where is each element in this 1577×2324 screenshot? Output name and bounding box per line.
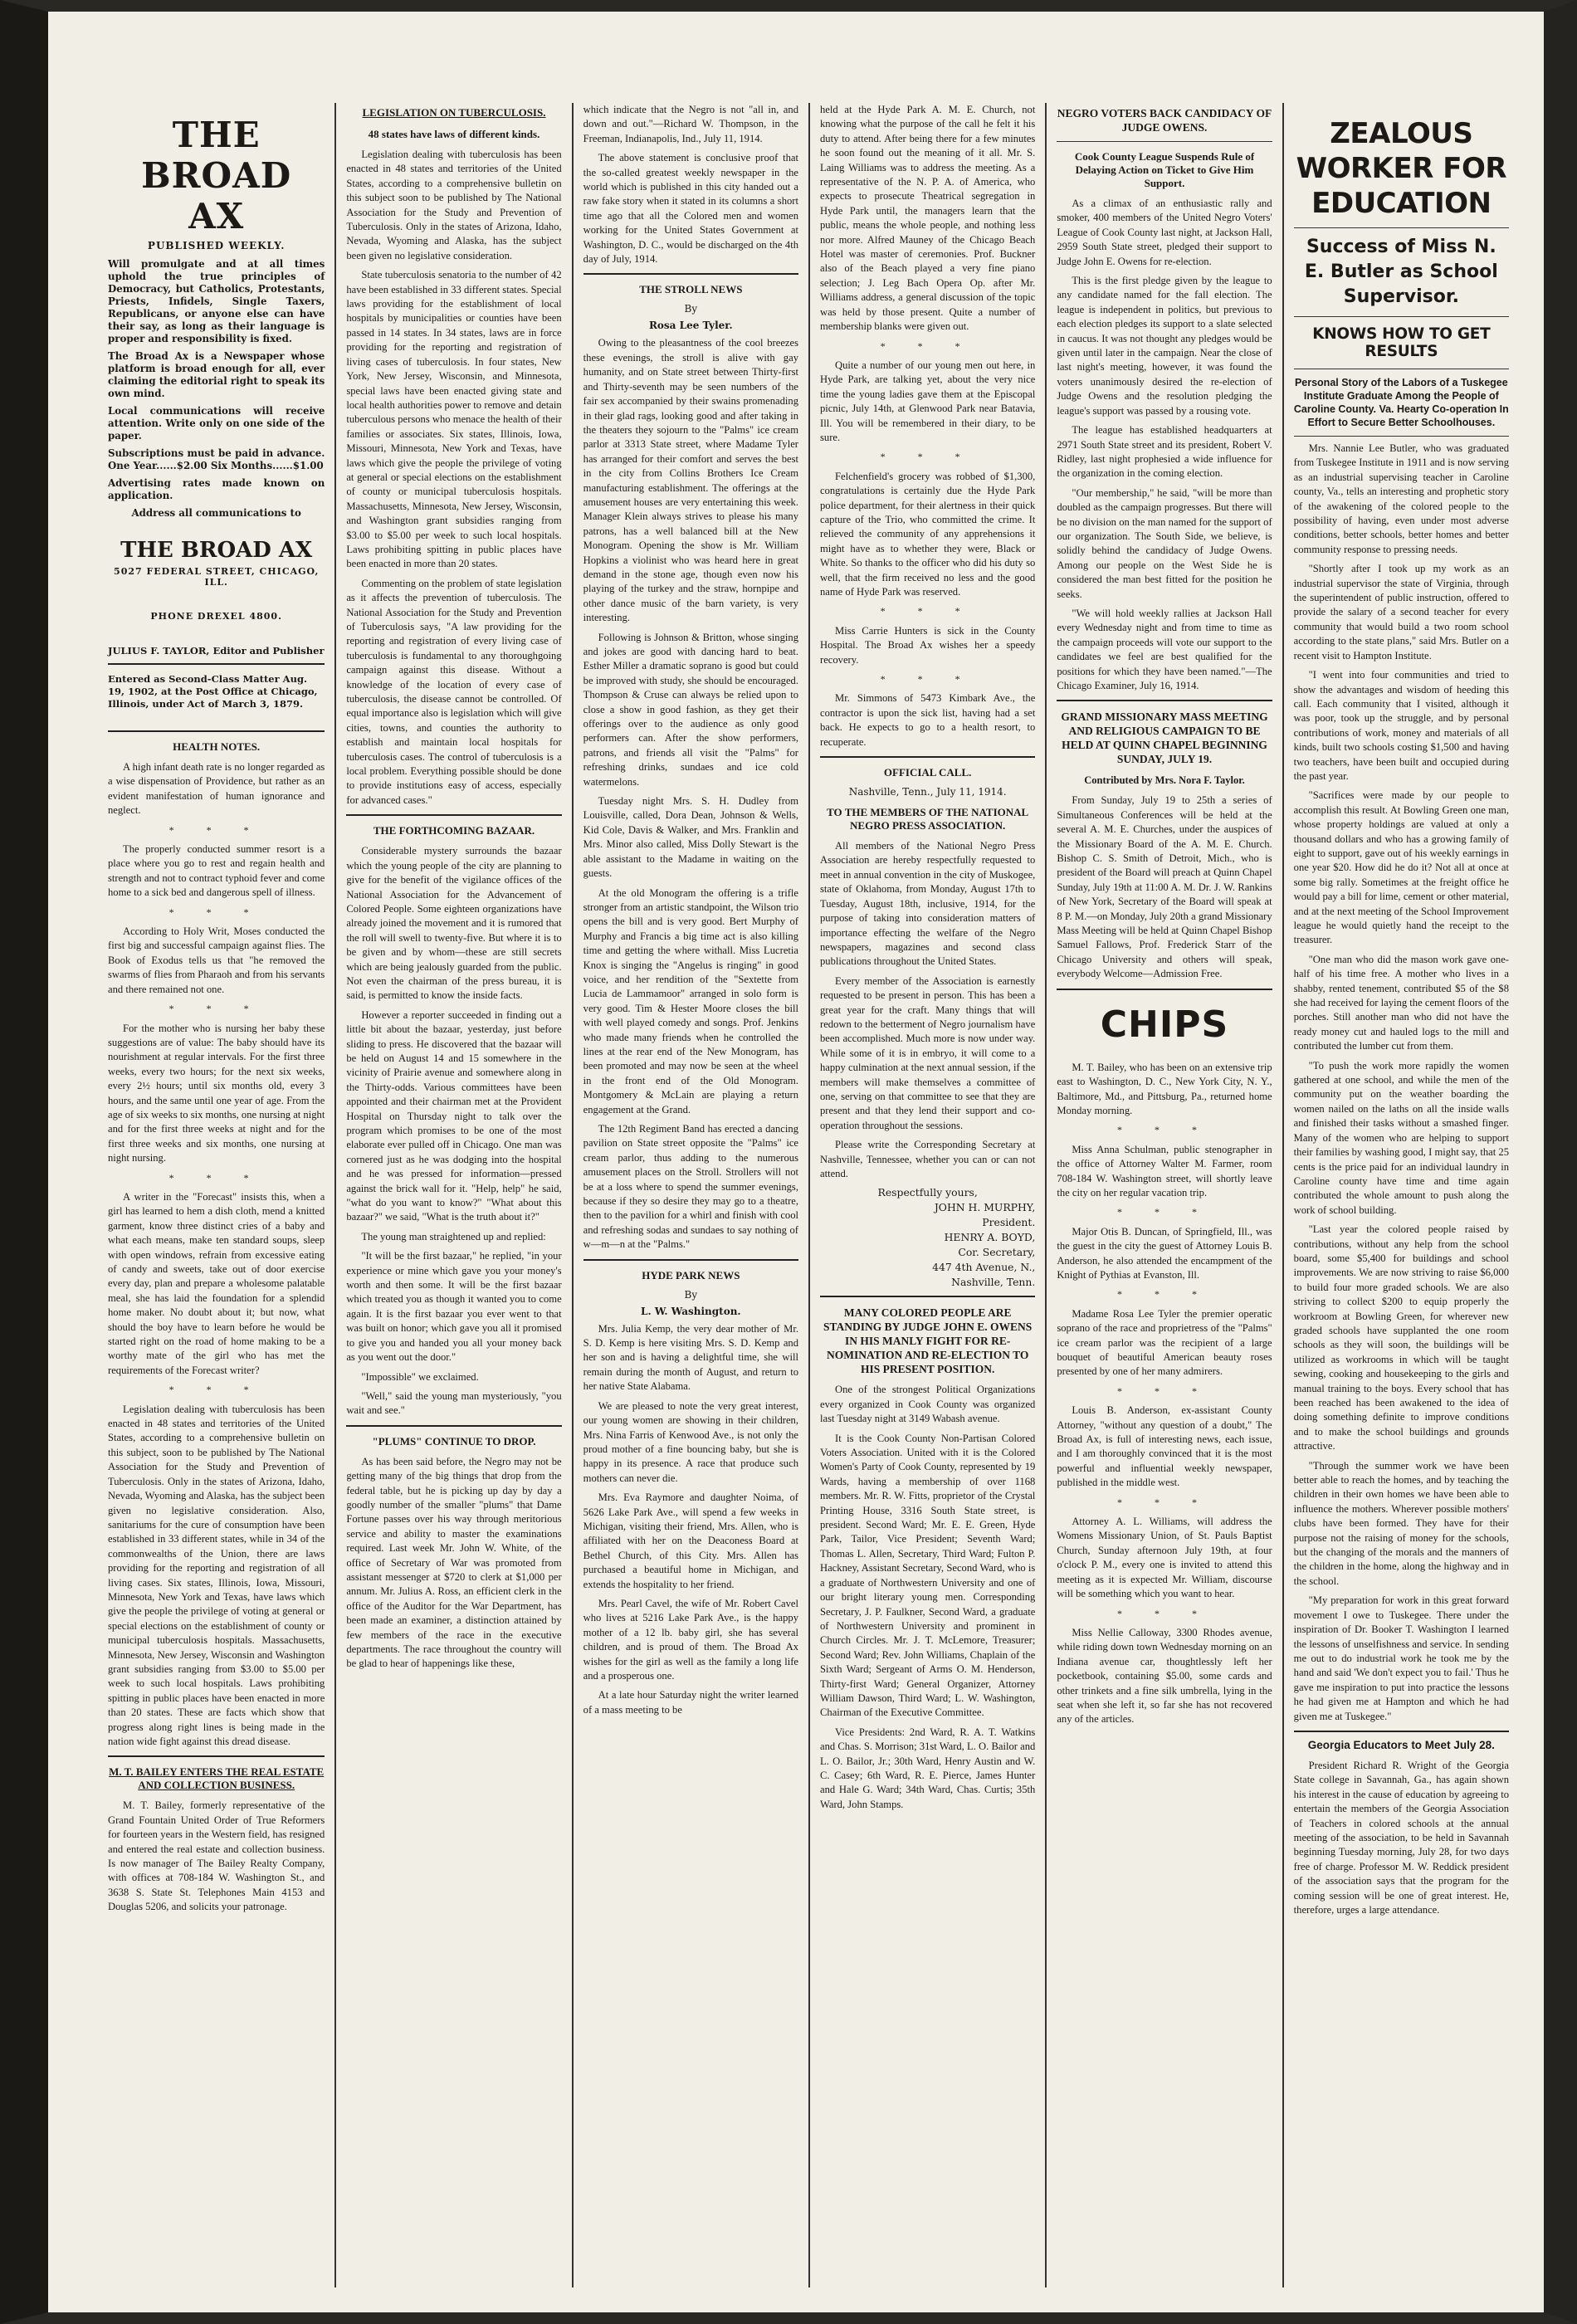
paragraph: Owing to the pleasantness of the cool breezes these evenings, the stroll is alive with gay humanity, and on State street between Thirty-first and Thirty-seventh may be seen numbers of the fair sex accompanied by their swains promenading in their glad rags, looking good and after taking in the theaters they sojourn to the "Palms" ice cream parlor at 3313 State street, where Madame Tyler has arranged for their comfort and serves the best in the city from Collins Brothers Ice Cream manufacturing establishment. The offerings at the amusement houses are very entertaining this week. Manager Klein always strives to please his many patrons, has a well balanced bill at the New Monogram. Opening the show is Mr. William Hopkins a violinist who was heard here in great demand in the stone age, though even now his playing of the turkey and the straw, hornpipe and other dance music of the barn variety, is very interesting. (583, 337, 798, 624)
masthead-editor: JULIUS F. TAYLOR, Editor and Publisher (108, 645, 325, 657)
masthead-platform: The Broad Ax is a Newspaper whose platform is broad enough for all, ever claiming the editorial right to speak its own mind. (108, 350, 325, 399)
section-stars: * * * (1116, 1206, 1212, 1218)
paragraph: "Our membership," he said, "will be more than doubled as the campaign progresses. But there will be no division on the man named for the support of our organization. The South Side, we believe, is solidly behind the candidacy of Judge Owens. Among our people on the West Side he is considered the man best fitted for the position he seeks. (1057, 486, 1272, 600)
paragraph: which indicate that the Negro is not "all in, and down and out."—Richard W. Thompson, in the Freeman, Indianapolis, Ind., July 11, 1914. (583, 104, 798, 144)
paragraph: A writer in the "Forecast" insists this, when a girl has learned to hem a dish cloth, mend a knitted garment, know three distinct cries of a baby and what each means, make ten standard soups, sleep with open windows, refrain from excessive eating of candy and sweets, take out of door exercise every day, plan and prepare a wholesome palatable meal, she has laid the foundation for a splendid home maker. No doubt about it; but now, what should the boy have to learn before he would be started right on the road of home making to be a worthy mate of the girl who has met the requirements of the Forecast writer? (108, 1190, 325, 1376)
paragraph: Please write the Corresponding Secretary at Nashville, Tennessee, whether you can or can not attend. (820, 1139, 1036, 1179)
paragraph: Commenting on the problem of state legislation as it affects the prevention of tuberculosis. The National Association for the Study and Prevention of Tuberculosis says, "A law providing for the reporting and registration of every living case of tuberculosis is fundamental to any thoroughgoing campaign against this disease. Without a knowledge of the location of every case of tuberculosis, the disease cannot be controlled. Of equal importance also is legislation which will give cities, towns, and counties the authority to establish and maintain local hospitals for tuberculosis cases. The control of tuberculosis is a local problem. Everything possible should be done to provide institutions easy of access, especially for advanced cases." (346, 577, 562, 806)
paragraph: "Well," said the young man mysteriously, "you wait and see." (346, 1389, 562, 1417)
grand-missionary-byline: Contributed by Mrs. Nora F. Taylor. (1084, 774, 1245, 787)
paragraph: State tuberculosis senatoria to the number of 42 have been established in 33 different states. Special laws providing for the establishment of local hospitals by municipalities or counties have been passed in 14 states. In 34 states, laws are in force providing for the reporting and registration of living cases of tuberculosis. In four states, New York, New Jersey, Wisconsin, and Minnesota, special laws have been enacted giving state and local health authorities power to remove and detain tuberculous persons who menace the health of their families or associates. Six states, Illinois, Iowa, Missouri, Minnesota, New York and Texas, have laws which give the people the privilege of voting at general or special elections on the establishment of county or municipal tuberculosis hospitals. Massachusetts, Minnesota, New Jersey, Wisconsin, and Washington grant subsidies ranging from $3.00 to $5.00 per week to such local hospitals. Laws prohibiting spitting in public places have been enacted in more than 20 states. (346, 269, 562, 570)
section-stars: * * * (168, 906, 264, 918)
masthead-subscriptions: Subscriptions must be paid in advance. One Year......$2.00 Six Months......$1.00 (108, 447, 325, 471)
georgia-body (1294, 1759, 1509, 1917)
plums-continued (583, 103, 798, 266)
hyde-park-title: HYDE PARK NEWS (642, 1268, 740, 1282)
column-3 (572, 103, 808, 2287)
paragraph: "We will hold weekly rallies at Jackson Hall every Wednesday night and from time to time as the campaign proceeds will vote our support to the candidates we feel are best qualified for the positions for which they have been named."—The Chicago Examiner, July 16, 1914. (1057, 607, 1272, 691)
signature-line: Cor. Secretary, (958, 1246, 1036, 1259)
divider (1294, 436, 1509, 437)
paragraph: Legislation dealing with tuberculosis has been enacted in 48 states and territories of the United States, according to a comprehensive bulletin on this subject soon to be published by The National Association for the Study and Prevention of Tuberculosis. Only in the states of Arizona, Idaho, Nevada, Wyoming and Alaska, has the subject been given no legislative consideration. (346, 149, 562, 261)
paragraph: As a climax of an enthusiastic rally and smoker, 400 members of the United Negro Voters' League of Cook County last night, at Jackson Hall, 2959 South State street, pledged their support to Judge John E. Owens for re-election. (1057, 198, 1272, 267)
paragraph: Miss Anna Schulman, public stenographer in the office of Attorney Walter M. Farmer, room 708-184 W. Washington street, will shortly leave the city on her regular vacation trip. (1057, 1143, 1272, 1199)
paragraph: At the old Monogram the offering is a trifle stronger from an artistic standpoint, the Wilson trio opens the bill and is very good. Bert Murphy of Murphy and Francis a big time act is also killing time and getting the where withall. Miss Lucretia Knox is singing the "Angelus is ringing" in good voice, and her rendition of the "Sextette from Lucia de Lammamoor" arranged in solo form is very good. Tim & Hester Moore closes the bill with well played comedy and songs. Prof. Jenkins who made many friends when he controlled the lines at the rear end of the New Monogram, has been promoted and may now be seen at the wheel in the front end of the Old Monogram. Montgomery & McLain are playing a return engagement at the Grand. (583, 886, 798, 1116)
hyde-park-author (583, 1306, 798, 1317)
paragraph: It is the Cook County Non-Partisan Colored Voters Association. United with it is the Colored Women's Party of Cook County, represented by 19 Wards, having a membership of over 1168 members. Mr. R. W. Fitts, proprietor of the Crystal Printing House, 3316 South State street, is president. Second Ward; Mr. E. E. Green, Hyde Park, Tailor, Vice President; Seventh Ward; Thomas L. Allen, Secretary, Third Ward; Fulton P. Hackney, Assistant Secretary, Second Ward, who is a graduate of Northwestern University and one of our bright literary young men. Corresponding Secretary, J. P. Faulkner, Second Ward, a graduate of Northwestern University and prominent in Church Circles. Mr. J. T. McLemore, Treasurer; Second Ward; Rev. John Williams, Chaplain of the Sixth Ward; Sergeant of Arms O. M. Henderson, Thirty-first Ward; General Organizer, Attorney William Dawson, Third Ward; L. W. Washington, Chairman of the Executive Committee. (820, 1432, 1036, 1719)
masthead-creed: Will promulgate and at all times uphold the true principles of Democracy, but Catholics, Protestants, Priests, Infidels, Single Taxers, Republicans, or anyone else can have their say, as long as their language is proper and responsibility is fixed. (108, 258, 325, 344)
paragraph: According to Holy Writ, Moses conducted the first big and successful campaign against flies. The Book of Exodus tells us that "he removed the swarms of flies from Pharaoh and from his servants and there remained not one. (108, 925, 325, 995)
plums-body (346, 1455, 561, 1672)
columns (98, 103, 1519, 2287)
stroll-news-title: THE STROLL NEWS (639, 283, 743, 296)
section-stars: * * * (880, 339, 975, 352)
paragraph: Legislation dealing with tuberculosis has been enacted in 48 states and territories of the United States, according to a comprehensive bulletin on this subject, soon to be published by The National Association for the Study and Prevention of Tuberculosis. Only in the states of Arizona, Idaho, Nevada, Wyoming and Alaska, has the subject been given no legislative consideration. Also, sanitariums for the cure of consumption have been established in 33 different states, while in 34 of the commonwealths of the Union, there are laws providing for the reporting and registration of all living cases. Six states, Illinois, Iowa, Missouri, Minnesota, New York and Texas, have laws which give the people the privilege of voting at general or special elections on the establishment of county or municipal tuberculosis hospitals. Massachusetts, Minnesota, New Jersey, Wisconsin and Washington grant subsidies ranging from $3.00 to $5.00 per week to such local hospitals. Laws prohibiting spitting in public places have been enacted in more than 20 states. These are facts which show that progress along right lines is being made in the nation wide fight against this dread disease. (108, 1403, 325, 1747)
published-weekly: PUBLISHED WEEKLY. (147, 240, 286, 251)
divider (108, 730, 325, 732)
paragraph: For the mother who is nursing her baby these suggestions are of value: The baby should have its nourishment at regular intervals. For the first three weeks, every two hours; for the next six weeks, every 2½ hours; until six months old, every 3 hours, and the same until one year of age. From the age of six weeks to six months, one nursing at night and for the first three weeks at night and for the first three weeks and six months, one nursing at night nursing. (108, 1022, 325, 1164)
paragraph: "One man who did the mason work gave one-half of his time free. A mother who lives in a shabby, rented tenement, contributed $5 of the $8 she had received for laying the cement floors of the porches. Still another man who did not have the ready money cut and hauled logs to the mill and contributed the lumber cut from them. (1293, 953, 1509, 1052)
paragraph: President Richard R. Wright of the Georgia State college in Savannah, Ga., has again shown his interest in the cause of education by agreeing to entertain the members of the Georgia Association of Teachers in colored schools at the annual meeting of the association, to be held in Savannah beginning Tuesday morning, July 28, for two days free of charge. Professor M. W. Reddick president of the association says that the program for the coming session will be one of great interest. He, therefore, urges a large attendance. (1293, 1759, 1509, 1916)
paragraph: "To push the work more rapidly the women gathered at one school, and while the men of the community put on the weather boarding the women nailed on the laths on all the inside walls and finished their tasks without a smashed finger. Many of the women who are helping to support their families by washing good, I might say, that 25 cents is the price paid for an individual laundry in Caroline county have time and time again contributed the whole amount to push along the work of school building. (1293, 1059, 1509, 1216)
grand-missionary-body (1057, 793, 1272, 981)
paragraph: M. T. Bailey, formerly representative of the Grand Fountain United Order of True Reformers for fourteen years in the Western field, has resigned and entered the real estate and collection business. Is now manager of The Bailey Realty Company, with offices at 708-184 W. Washington St., and 3638 S. State St. Telephones Main 4153 and Douglas 5206, and solicits your patronage. (108, 1799, 325, 1913)
paragraph: "Last year the colored people raised by contributions, without any help from the school board, some $5,400 for buildings and school improvements. We are now striving to raise $6,000 to build four more graded schools. We are also striving to collect $200 to equip properly the workroom at Bowling Green, for wherever new graded schools have supplanted the one room schools as they will soon, the buildings will be utilized as workrooms in which will be taught sewing, cooking and housekeeping to the girls and manual training to the boys. Every school that has been reached has been awakened to the idea of doing something definite to improve conditions and to make the school buildings and grounds attractive. (1293, 1223, 1509, 1452)
bailey-body (108, 1799, 325, 1914)
bailey-title: M. T. BAILEY ENTERS THE REAL ESTATE AND COLLECTION BUSINESS. (109, 1765, 325, 1792)
signature-line: Nashville, Tenn. (951, 1276, 1036, 1289)
paragraph: Every member of the Association is earnestly requested to be present in person. This has been a great year for the craft. Many things that will redown to the betterment of Negro journalism have been accomplished. Much more is now under way. While some of it is in embryo, it will come to a happy culmination at the next annual session, if the members will make themselves a committee of one, serving on that committee to see that they are present and that they lend their support and co-operation throughout the sessions. (820, 974, 1036, 1131)
paragraph: Louis B. Anderson, ex-assistant County Attorney, "without any question of a doubt," The Broad Ax, is full of interesting news, each issue, and I am thoroughly convinced that it is the most powerful and influential weekly newspaper, published in the middle west. (1057, 1404, 1272, 1489)
paragraph: Mrs. Eva Raymore and daughter Noima, of 5626 Lake Park Ave., will spend a few weeks in Michigan, visiting their friend, Mrs. Allen, who is affiliated with her on the Deaconess Board at Bethel Church, of this City. Mrs. Allen has purchased a beautiful home in Michigan, and extends the hospitality to her friend. (583, 1492, 798, 1590)
paragraph: "It will be the first bazaar," he replied, "in your experience or mine which gave you your money's worth and then some. It will be the first bazaar which treated you as though it wanted you to come again. It is the first bazaar you ever went to that was built on honor; which gave you all it promised to give you and handed you all your money back as you went out the door." (346, 1250, 562, 1364)
column-5 (1045, 103, 1282, 2287)
signature-line: 447 4th Avenue, N., (932, 1261, 1036, 1274)
signature-line: JOHN H. MURPHY, (934, 1201, 1036, 1214)
section-stars: * * * (1116, 1384, 1212, 1397)
paragraph: "Sacrifices were made by our people to accomplish this result. At Bowling Green one man, whose property holdings are valued at only a thousand dollars and who has a growing family of eight to support, gave out of his weekly earnings in one year $20. How did he do it? Not all at once at some big rally. Sometimes at the freight office he would pay a bill for lime, cement or other material, and at the next meeting of the School Improvement league he would quietly hand the receipt to the treasurer. (1293, 789, 1509, 946)
section-stars: * * * (880, 451, 975, 463)
column-1 (98, 103, 334, 2287)
masthead-advertising: Advertising rates made known on application. (108, 477, 325, 501)
paragraph: At a late hour Saturday night the writer learned of a mass meeting to be (583, 1689, 798, 1716)
hyde-park-by: By (684, 1288, 698, 1301)
owens-title: MANY COLORED PEOPLE ARE STANDING BY JUDGE JOHN E. OWENS IN HIS MANLY FIGHT FOR RE-NOMINATION AND RE-ELECTION TO HIS PRESENT POSITION. (823, 1306, 1033, 1376)
paragraph: All members of the National Negro Press Association are hereby respectfully requested to meet in annual convention in the city of Muskogee, state of Oklahoma, from Monday, August 17th to Tuesday, August 18th, inclusive, 1914, for the purpose of taking into consideration matters of importance effecting the welfare of the Negro newspapers, magazines and second class publications throughout the United States. (820, 840, 1036, 968)
divider (820, 756, 1035, 758)
hyde-park-author-name: L. W. Washington. (641, 1305, 741, 1317)
signature-line: HENRY A. BOYD, (944, 1231, 1036, 1244)
zealous-headline: ZEALOUS WORKER FOR EDUCATION (1296, 117, 1507, 220)
paragraph: Tuesday night Mrs. S. H. Dudley from Louisville, called, Dora Dean, Johnson & Wells, Kid Cole, Davis & Walker, and Mrs. Franklin and Mrs. Minor also called, Miss Dolly Stewart is the able assistant to the Madame in waiting on the guests. (583, 795, 798, 880)
divider (583, 1259, 798, 1261)
paragraph: Mr. Simmons of 5473 Kimbark Ave., the contractor is upon the sick list, having had a set back. He expects to go to a health resort, to recuperate. (820, 692, 1036, 748)
paragraph: Mrs. Julia Kemp, the very dear mother of Mr. S. D. Kemp is here visiting Mrs. S. D. Kemp and her son and is having a delightful time, she will remain during the month of August, and return to her native State Alabama. (583, 1322, 798, 1393)
health-notes-title: HEALTH NOTES. (173, 740, 261, 753)
section-stars: * * * (880, 605, 975, 618)
paragraph: However a reporter succeeded in finding out a little bit about the bazaar, yesterday, just before sliding to press. He discovered that the bazaar will be held on August 14 and 15 somewhere in the vicinity of Prairie avenue and somewhere along in the Thirty-odds. Various committees have been appointed and their chairman met at the Provident Hospital on Thursday night to talk over the program which promises to be one of the most elaborate ever pulled off in Chicago. One man was cornered just as he was dodging into the hospital and he was pressed for information—pressed against the brick wall for it. "Help, help" he said, "what do you want to know?" "What about this bazaar?" we said, "What is the truth about it?" (346, 1008, 562, 1223)
divider (1294, 227, 1509, 228)
section-stars: * * * (168, 1384, 264, 1396)
divider (1057, 700, 1272, 701)
stroll-author (583, 320, 798, 331)
paragraph: As has been said before, the Negro may not be getting many of the big things that drop from the federal table, but he is picking up day by day a goodly number of the smaller "plums" that Dame Fortune passes over his way through meritorious service and ability to master the examinations required. Last week Mr. John W. White, of the office of Secretary of War was promoted from assistant messenger at $720 to clerk at $1,000 per annum. Mr. Julius A. Ross, an efficient clerk in the office of the Auditor for the War Department, has been made an examiner, a distinction attained by few members of the race in the executive departments. The race throughout the country will be glad to hear of happenings like these, (346, 1455, 562, 1670)
section-stars: * * * (1116, 1124, 1212, 1136)
signature-line: Respectfully yours, (877, 1186, 978, 1199)
official-call-title: OFFICIAL CALL. (883, 766, 972, 779)
paragraph: Madame Rosa Lee Tyler the premier operatic soprano of the race and proprietress of the "Palms" ice cream parlor was the recipient of a large bouquet of beautiful American beauty roses presented by one of her many admirers. (1057, 1307, 1272, 1378)
bazaar-body (346, 844, 561, 1418)
knows-subheadline: KNOWS HOW TO GET RESULTS (1312, 325, 1491, 360)
divider (1294, 1731, 1509, 1732)
paragraph: "Shortly after I took up my work as an industrial supervisor the state of Virginia, through the superintendent of public instruction, offered to provide the salary of a second teacher for every community that would build a two room school according to the state plans," said Mrs. Butler on a recent visit to Hampton Institute. (1293, 563, 1509, 662)
divider (583, 273, 798, 275)
masthead-street: 5027 FEDERAL STREET, CHICAGO, ILL. (114, 566, 320, 588)
zealous-body (1294, 442, 1509, 1724)
masthead-title: THE BROAD AX (141, 115, 292, 237)
divider (1294, 316, 1509, 317)
paragraph: "Impossible" we exclaimed. (361, 1370, 479, 1383)
legislation-title: LEGISLATION ON TUBERCULOSIS. (362, 106, 546, 119)
divider (108, 1755, 325, 1757)
grand-missionary-title: GRAND MISSIONARY MASS MEETING AND RELIGIOUS CAMPAIGN TO BE HELD AT QUINN CHAPEL BEGINNING SUNDAY, JULY 19. (1061, 710, 1268, 766)
column-2 (334, 103, 571, 2287)
paragraph: Attorney A. L. Williams, will address the Womens Missionary Union, of St. Pauls Baptist Church, Sunday afternoon July 19th, at four o'clock P. M., every one is invited to attend this meeting as it is expected Mr. William, discourse will be something which you want to hear. (1057, 1516, 1272, 1600)
paragraph: Felchenfield's grocery was robbed of $1,300, congratulations is certainly due the Hyde Park police department, for their alertness in their quick capture of the Trio, who committed the crime. It relieved the community of any apprehensions it might have as to whether they were, Black or White. So thanks to the officer who did his duty so well, that the firm received no less and the good name of Hyde Park was reserved. (820, 470, 1036, 598)
paragraph: The league has established headquarters at 2971 South State street and its president, Robert V. Ridley, last night prophesied a wide influence for the organization in the coming election. (1057, 424, 1272, 480)
paragraph: One of the strongest Political Organizations every organized in Cook County was organized last Tuesday night at 3149 Wabash avenue. (820, 1384, 1036, 1425)
paragraph: held at the Hyde Park A. M. E. Church, not knowing what the purpose of the call he felt it his duty to attend. After being there for a few minutes he soon found out the meaning of it all. Mr. S. Laing Williams was to address the meeting. As a representative of the N. P. A. of America, who expects to prosecute Theatrical segregation in Hyde Park until, the managers learn that the public, means the whole people, and nothing less nor more. Alfred Mauney of the Chicago Beach Hotel was master of ceremonies. Prof. Buckner also of the Beach played a very fine piano selection; J. Leg Bach Opera Op. after Mr. Williams address, a general discussion of the topic was held by those present. Quite a number of membership blanks were given out. (820, 104, 1036, 333)
story-deck: Personal Story of the Labors of a Tuskegee Institute Graduate Among the People of Caroline County. Va. Hearty Co-operation In Effort to Secure Better Schoolhouses. (1293, 377, 1509, 428)
paragraph: Quite a number of our young men out here, in Hyde Park, are talking yet, about the very nice time the young ladies gave them at the Episcopal picnic, July 14th, at Glenwood Park near Batavia, Ill. You will be remembered in their diary, to be sure. (820, 359, 1036, 443)
official-call-to: TO THE MEMBERS OF THE NATIONAL NEGRO PRESS ASSOCIATION. (827, 806, 1029, 832)
chips-body (1057, 1061, 1272, 1727)
paragraph: We are pleased to note the very great interest, our young women are showing in their children, Mrs. Nina Farris of Kenwood Ave., is not only the proud mother of a fine bouncing baby, but she is happy in its presence. A race that produce such mothers can never die. (583, 1399, 798, 1484)
paragraph: Mrs. Nannie Lee Butler, who was graduated from Tuskegee Institute in 1911 and is now serving as an industrial supervising teacher in Caroline county, Va., tells an interesting and prophetic story of the awakening of the colored people to the possibility of having, even under most adverse conditions, better schools, better homes and better community response to pressing needs. (1293, 442, 1509, 555)
masthead-phone: PHONE DREXEL 4800. (150, 611, 282, 622)
paragraph: Miss Carrie Hunters is sick in the County Hospital. The Broad Ax wishes her a speedy recovery. (820, 624, 1036, 666)
section-stars: * * * (880, 673, 975, 686)
divider (1057, 141, 1272, 142)
paragraph: The young man straightened up and replied: (361, 1230, 546, 1243)
voters-body (1057, 197, 1272, 693)
section-stars: * * * (168, 1003, 264, 1015)
stroll-by: By (684, 303, 698, 315)
section-stars: * * * (168, 1171, 264, 1184)
section-stars: * * * (1116, 1607, 1212, 1619)
legislation-body (346, 148, 561, 808)
paragraph: Following is Johnson & Britton, whose singing and jokes are good with dancing hard to beat. Esther Miller a dramatic soprano is good but could be improved with study, she should be encouraged. Thompson & Cruse can always be relied upon to close a show in good fashion, as they get their offerings over to the audience as only good performers can. After the show performers, patrons, and friends all visit the "Palms" for refreshing drinks, sundaes and ice cold watermelons. (583, 631, 798, 788)
paragraph: Major Otis B. Duncan, of Springfield, Ill., was the guest in the city the guest of Attorney Louis B. Anderson, he also attended the encampment of the Knight of Pythias at Evanston, Ill. (1057, 1225, 1272, 1281)
section-stars: * * * (168, 823, 264, 836)
masthead-address-all: Address all communications to (131, 507, 301, 519)
paragraph: "I went into four communities and tried to show the advantages and wisdom of heeding this call. Each community that I visited, although it was poor, took up the struggle, and by personal contributions of work, money and materials of all kinds, built two schools costing $1,500 and having two teachers, have been built and occupied during the past year. (1293, 669, 1509, 782)
divider (346, 1425, 561, 1427)
legislation-subtitle: 48 states have laws of different kinds. (368, 128, 540, 140)
voters-title: NEGRO VOTERS BACK CANDIDACY OF JUDGE OWENS. (1057, 107, 1272, 134)
hyde-park-body (583, 1322, 798, 1718)
bazaar-title: THE FORTHCOMING BAZAAR. (373, 824, 535, 837)
masthead-communications: Local communications will receive attention. Write only on one side of the paper. (108, 405, 325, 442)
section-stars: * * * (1116, 1288, 1212, 1301)
paragraph: "Through the summer work we have been better able to reach the homes, and by teaching the children in their own homes we have been able to influence the mothers. Wherever possible mothers' clubs have been formed. They have for their purpose not the raising of money for the schools, but the changing of the morals and the manners of the children in the home, along the highway and in the school. (1293, 1459, 1509, 1587)
divider (820, 1296, 1035, 1297)
hyde-park-continued (820, 103, 1035, 749)
divider (346, 814, 561, 816)
column-4 (808, 103, 1045, 2287)
paragraph: Vice Presidents: 2nd Ward, R. A. T. Watkins and Chas. S. Morrison; 31st Ward, L. O. Bailor and L. O. Bailor, Jr.; 30th Ward, Henry Austin and W. C. Casey; 6th Ward, R. E. Pierce, James Hunter and Hale G. Ward; 34th Ward, Chas. Curtis; 35th Ward, John Stamps. (820, 1726, 1036, 1810)
masthead-entered: Entered as Second-Class Matter Aug. 19, 1902, at the Post Office at Chicago, Illinois, under Act of March 3, 1879. (108, 673, 318, 710)
paragraph: A high infant death rate is no longer regarded as a wise dispensation of Providence, but rather as an evident manifestation of human ignorance and neglect. (108, 761, 325, 817)
divider (108, 663, 325, 665)
column-6 (1282, 103, 1519, 2287)
paragraph: Miss Nellie Calloway, 3300 Rhodes avenue, while riding down town Wednesday morning on an Indiana avenue car, thoughtlessly left her pocketbook, containing $5.00, some cards and other trinkets and a fine silk umbrella, lying in the seat when she left it, so far she has not recovered any of the articles. (1057, 1626, 1272, 1726)
success-subheadline: Success of Miss N. E. Butler as School Supervisor. (1304, 237, 1498, 307)
stroll-body (583, 336, 798, 1252)
paragraph: This is the first pledge given by the league to any candidate named for the fall election. The league is independent in politics, but previous to each election pledges its support to a slate selected in caucus. It was not thought any pledges would be given until later in the campaign. Near the close of last night's meeting, however, it was found the voters unanimously desired the re-election of Judge Owens and the resolution pledging the league's support was passed by a rousing vote. (1057, 275, 1272, 417)
paragraph: Considerable mystery surrounds the bazaar which the young people of the city are planning to give for the benefit of the vigilance offices of the National Association for the Advancement of Colored People. Some eighteen organizations have already joined the movement and it is rumored that the roll will swell to twenty-five. But where it is to be given and by whom—these are still secrets which are being jealously guarded from the public. Not even the chairman of the press bureau, it is said, is permitted to know the inside facts. (346, 845, 562, 1002)
voters-subtitle: Cook County League Suspends Rule of Delaying Action on Ticket to Give Him Support. (1074, 150, 1255, 189)
official-call-signature (820, 1186, 1035, 1289)
section-stars: * * * (1116, 1496, 1212, 1508)
masthead-ad-title: THE BROAD AX (120, 538, 313, 563)
plums-title: "PLUMS" CONTINUE TO DROP. (372, 1434, 536, 1448)
paragraph: The 12th Regiment Band has erected a dancing pavilion on State street opposite the "Palms" ice cream parlor, thus adding to the numerous amusement places on the Stroll. Strollers will not be at a loss where to spend the summer evenings, because if they so desire they may go to a theatre, then to the pavilion for a whirl and finish with cool and refreshing sodas and sundaes to say nothing of w—m—n at the "Palms." (583, 1123, 798, 1251)
health-notes-body (108, 760, 325, 1749)
paragraph: From Sunday, July 19 to 25th a series of Simultaneous Conferences will be held at the several A. M. E. Churches, under the auspices of the Missionary Board of the A. M. E. Church. Bishop C. S. Smith of Detroit, Mich., who is president of the Board will preach at Quinn Chapel Sunday, July 19th at 11:00 A. M. Dr. J. W. Rankins of New York, Secretary of the Board will speak at 8 P. M.—on Monday, July 20th a grand Missionary Mass Meeting will be held at Quinn Chapel Bishop Samuel Fallows, Prof. Frederick Starr of the Chicago University and others will speak, everybody Welcome—Admission Free. (1057, 794, 1272, 980)
paragraph: Mrs. Pearl Cavel, the wife of Mr. Robert Cavel who lives at 5216 Lake Park Ave., is the happy mother of a 12 lb. baby girl, she has several children, and is proud of them. The Broad Ax wishes for the girl as well as the family a long life and a prosperous one. (583, 1597, 798, 1682)
divider (1057, 989, 1272, 990)
paragraph: "My preparation for work in this great forward movement I owe to Tuskegee. There under the inspiration of Dr. Booker T. Washington I learned the lessons of unselfishness and service. In sending me out to do industrial work he took me by the hand and said 'We don't expect you to fail.' Thus he gave me inspiration to put into practice the lessons he had given me at Hampton and which he had given me at Tuskegee." (1293, 1594, 1509, 1722)
official-call-body (820, 839, 1035, 1181)
paragraph: M. T. Bailey, who has been on an extensive trip east to Washington, D. C., New York City, N. Y., Baltimore, Md., and Pittsburg, Pa., returned home Monday morning. (1057, 1061, 1272, 1116)
paragraph: The properly conducted summer resort is a place where you go to rest and regain health and strength and not to contract typhoid fever and come home to a sick bed and dangerous spell of illness. (108, 843, 325, 899)
georgia-title: Georgia Educators to Meet July 28. (1307, 1738, 1495, 1751)
stroll-author-name: Rosa Lee Tyler. (648, 320, 733, 332)
signature-line: President. (982, 1216, 1036, 1229)
owens-body (820, 1383, 1035, 1812)
official-call-dateline: Nashville, Tenn., July 11, 1914. (848, 786, 1007, 798)
paragraph: The above statement is conclusive proof that the so-called greatest weekly newspaper in the world which is published in this city handed out a raw fake story when it stated in its columns a short time ago that all the Colored men and women working for the United States Government at Washington, D. C., would be discharged on the 4th day of July, 1914. (583, 152, 798, 266)
chips-title: CHIPS (1100, 1003, 1229, 1046)
